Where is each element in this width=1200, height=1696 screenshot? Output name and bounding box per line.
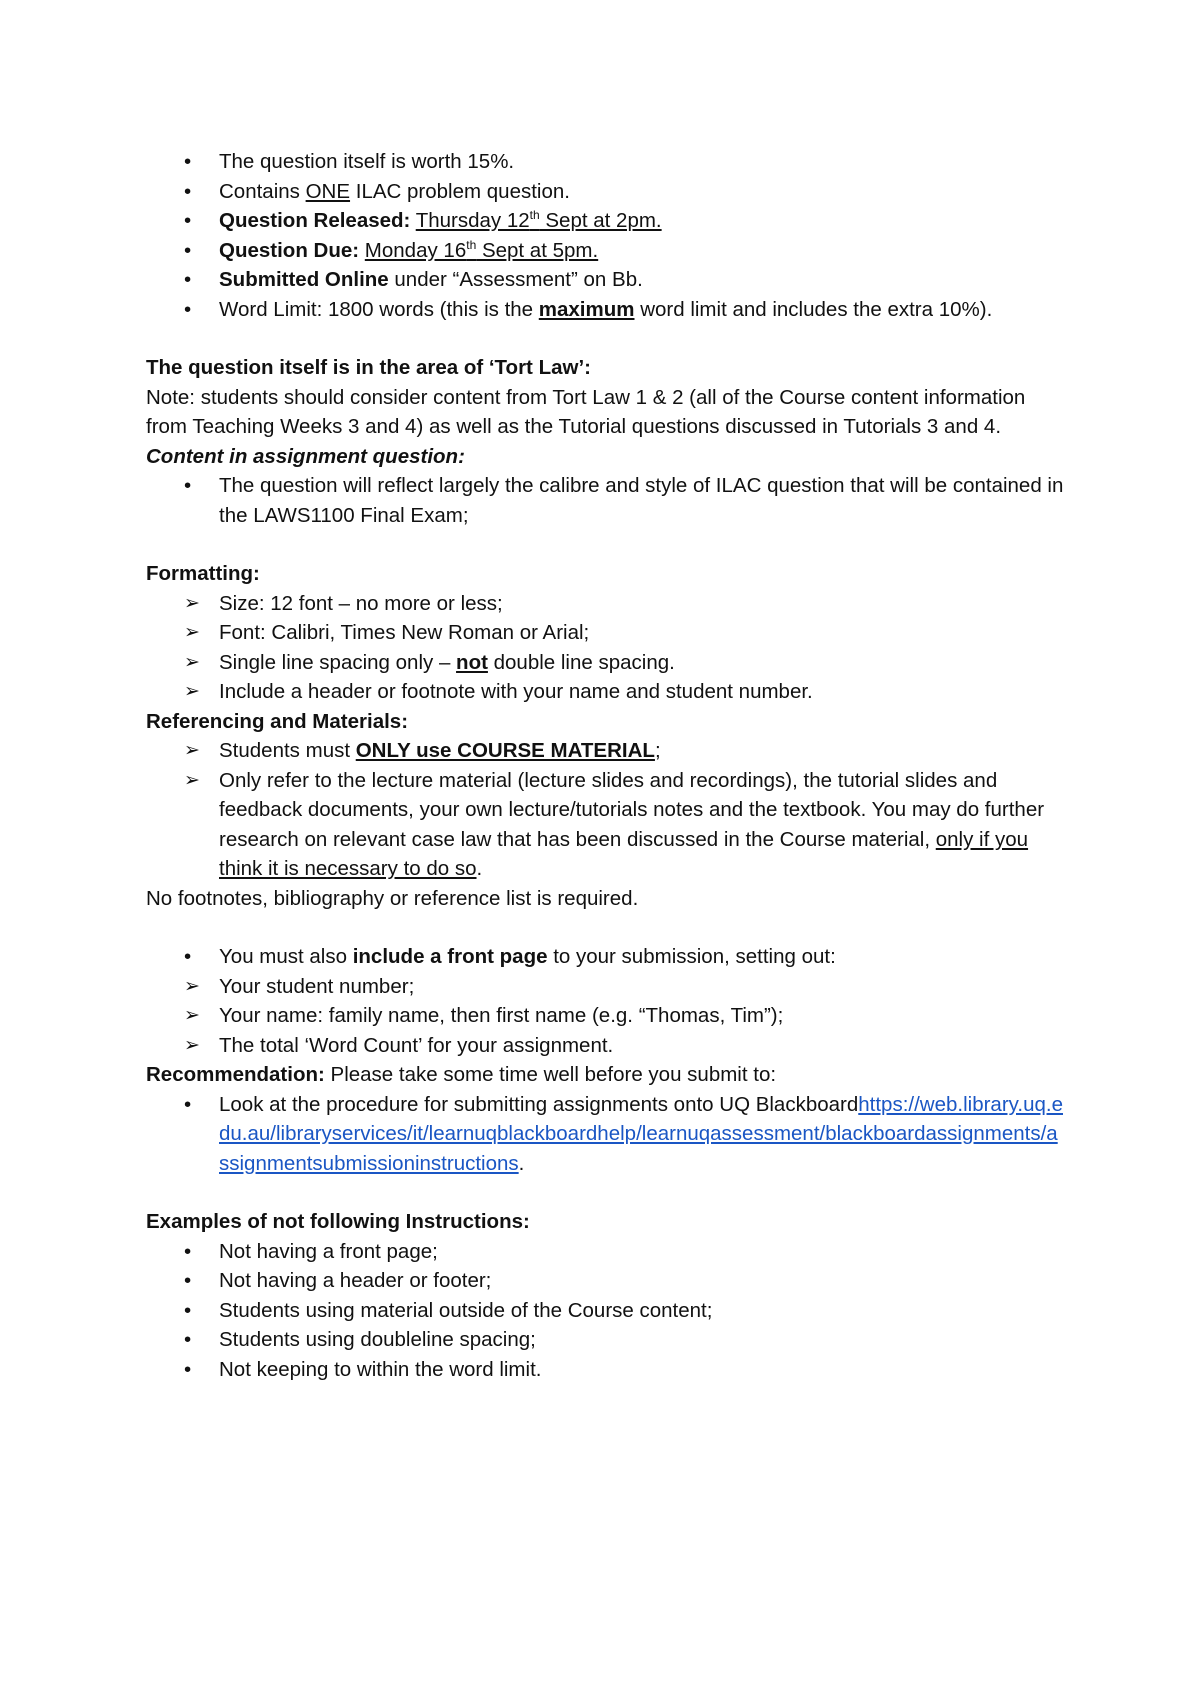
tort-note: Note: students should consider content from Tort Law 1 & 2 (all of the Course content information from Teaching Weeks 3 and 4) as well as the Tutorial questions discussed in Tutorials 3 and 4. (146, 385, 1026, 438)
list-item: ➢ Size: 12 font – no more or less; (146, 589, 1066, 619)
list-item: • Not having a front page; (146, 1237, 1066, 1267)
list-item: ➢ Font: Calibri, Times New Roman or Arial; (146, 618, 1066, 648)
bullet-marker: • (184, 150, 192, 173)
arrow-bullet-icon: ➢ (184, 651, 200, 673)
bullet-marker: • (184, 1357, 192, 1381)
bullet-marker: • (184, 1092, 192, 1116)
list-item: ➢ Include a header or footnote with your name and student number. (146, 677, 1066, 707)
bullet-marker: • (184, 1328, 192, 1351)
arrow-bullet-icon: ➢ (184, 1005, 200, 1026)
list-item: • Question Released: Thursday 12th Sept at 2pm. (146, 206, 1066, 236)
bullet-marker: • (184, 1298, 192, 1322)
arrow-bullet-icon: ➢ (184, 975, 200, 997)
list-item: • Students using material outside of the Course content; (146, 1296, 1066, 1326)
bullet-marker: • (184, 1239, 192, 1263)
arrow-bullet-icon: ➢ (184, 681, 200, 702)
bullet-marker: • (184, 268, 192, 291)
list-item: • The question itself is worth 15%. (146, 147, 1066, 177)
list-item: • Submitted Online under “Assessment” on Bb. (146, 265, 1066, 295)
bullet-marker: • (184, 297, 192, 321)
arrow-bullet-icon: ➢ (184, 592, 200, 614)
bullet-marker: • (184, 179, 192, 203)
list-item: • You must also include a front page to your submission, setting out: (146, 942, 1066, 972)
list-item: ➢ Your student number; (146, 972, 1066, 1002)
no-footnotes-text: No footnotes, bibliography or reference list is required. (146, 886, 639, 910)
arrow-bullet-icon: ➢ (184, 622, 200, 643)
list-item: • Contains ONE ILAC problem question. (146, 177, 1066, 207)
list-item: • Students using doubleline spacing; (146, 1325, 1066, 1355)
arrow-bullet-icon: ➢ (184, 769, 200, 791)
tort-heading: The question itself is in the area of ‘Tort Law’: (146, 356, 591, 379)
list-item: • The question will reflect largely the calibre and style of ILAC question that will be contained in the LAWS1100 Final Exam; (146, 471, 1066, 530)
content-subheading: Content in assignment question: (146, 444, 465, 468)
recommendation-line: Recommendation: Please take some time well before you submit to: (146, 1063, 777, 1086)
arrow-bullet-icon: ➢ (184, 1034, 200, 1056)
bullet-marker: • (184, 945, 192, 968)
examples-heading: Examples of not following Instructions: (146, 1210, 530, 1233)
referencing-heading: Referencing and Materials: (146, 709, 409, 733)
document-body (146, 147, 1066, 1384)
blackboard-instructions-link[interactable]: https://web.library.uq.edu.au/libraryservices/it/learnuqblackboardhelp/learnuqassessment/blackboardassignments/assignmentsubmissioninstructions (219, 1092, 1063, 1175)
release-date: Thursday 12th Sept at 2pm. (415, 208, 662, 232)
list-item: ➢ Students must ONLY use COURSE MATERIAL; (146, 736, 1066, 766)
list-item: • Not keeping to within the word limit. (146, 1355, 1066, 1385)
list-item: • Word Limit: 1800 words (this is the maximum word limit and includes the extra 10%). (146, 295, 1066, 325)
list-item: ➢ Single line spacing only – not double line spacing. (146, 648, 1066, 678)
list-item: • Look at the procedure for submitting assignments onto UQ Blackboardhttps://web.library.uq.edu.au/libraryservices/it/learnuqblackboardhelp/learnuqassessment/blackboardassignments/assignmentsubmissioninstructions. (146, 1090, 1066, 1179)
list-item: ➢ The total ‘Word Count’ for your assignment. (146, 1031, 1066, 1061)
list-item: • Question Due: Monday 16th Sept at 5pm. (146, 236, 1066, 266)
bullet-marker: • (184, 238, 192, 262)
list-item: ➢ Your name: family name, then first name (e.g. “Thomas, Tim”); (146, 1001, 1066, 1031)
bullet-marker: • (184, 474, 192, 497)
list-item: • Not having a header or footer; (146, 1266, 1066, 1296)
bullet-marker: • (184, 1269, 192, 1292)
due-date: Monday 16th Sept at 5pm. (364, 237, 599, 262)
arrow-bullet-icon: ➢ (184, 740, 200, 761)
list-item: ➢ Only refer to the lecture material (lecture slides and recordings), the tutorial slides and feedback documents, your own lecture/tutorials notes and the textbook. You may do further research on relevant case law that has been discussed in the Course material, only if you think it is necessary to do so. (146, 766, 1066, 884)
bullet-marker: • (184, 209, 192, 232)
formatting-heading: Formatting: (146, 562, 260, 585)
